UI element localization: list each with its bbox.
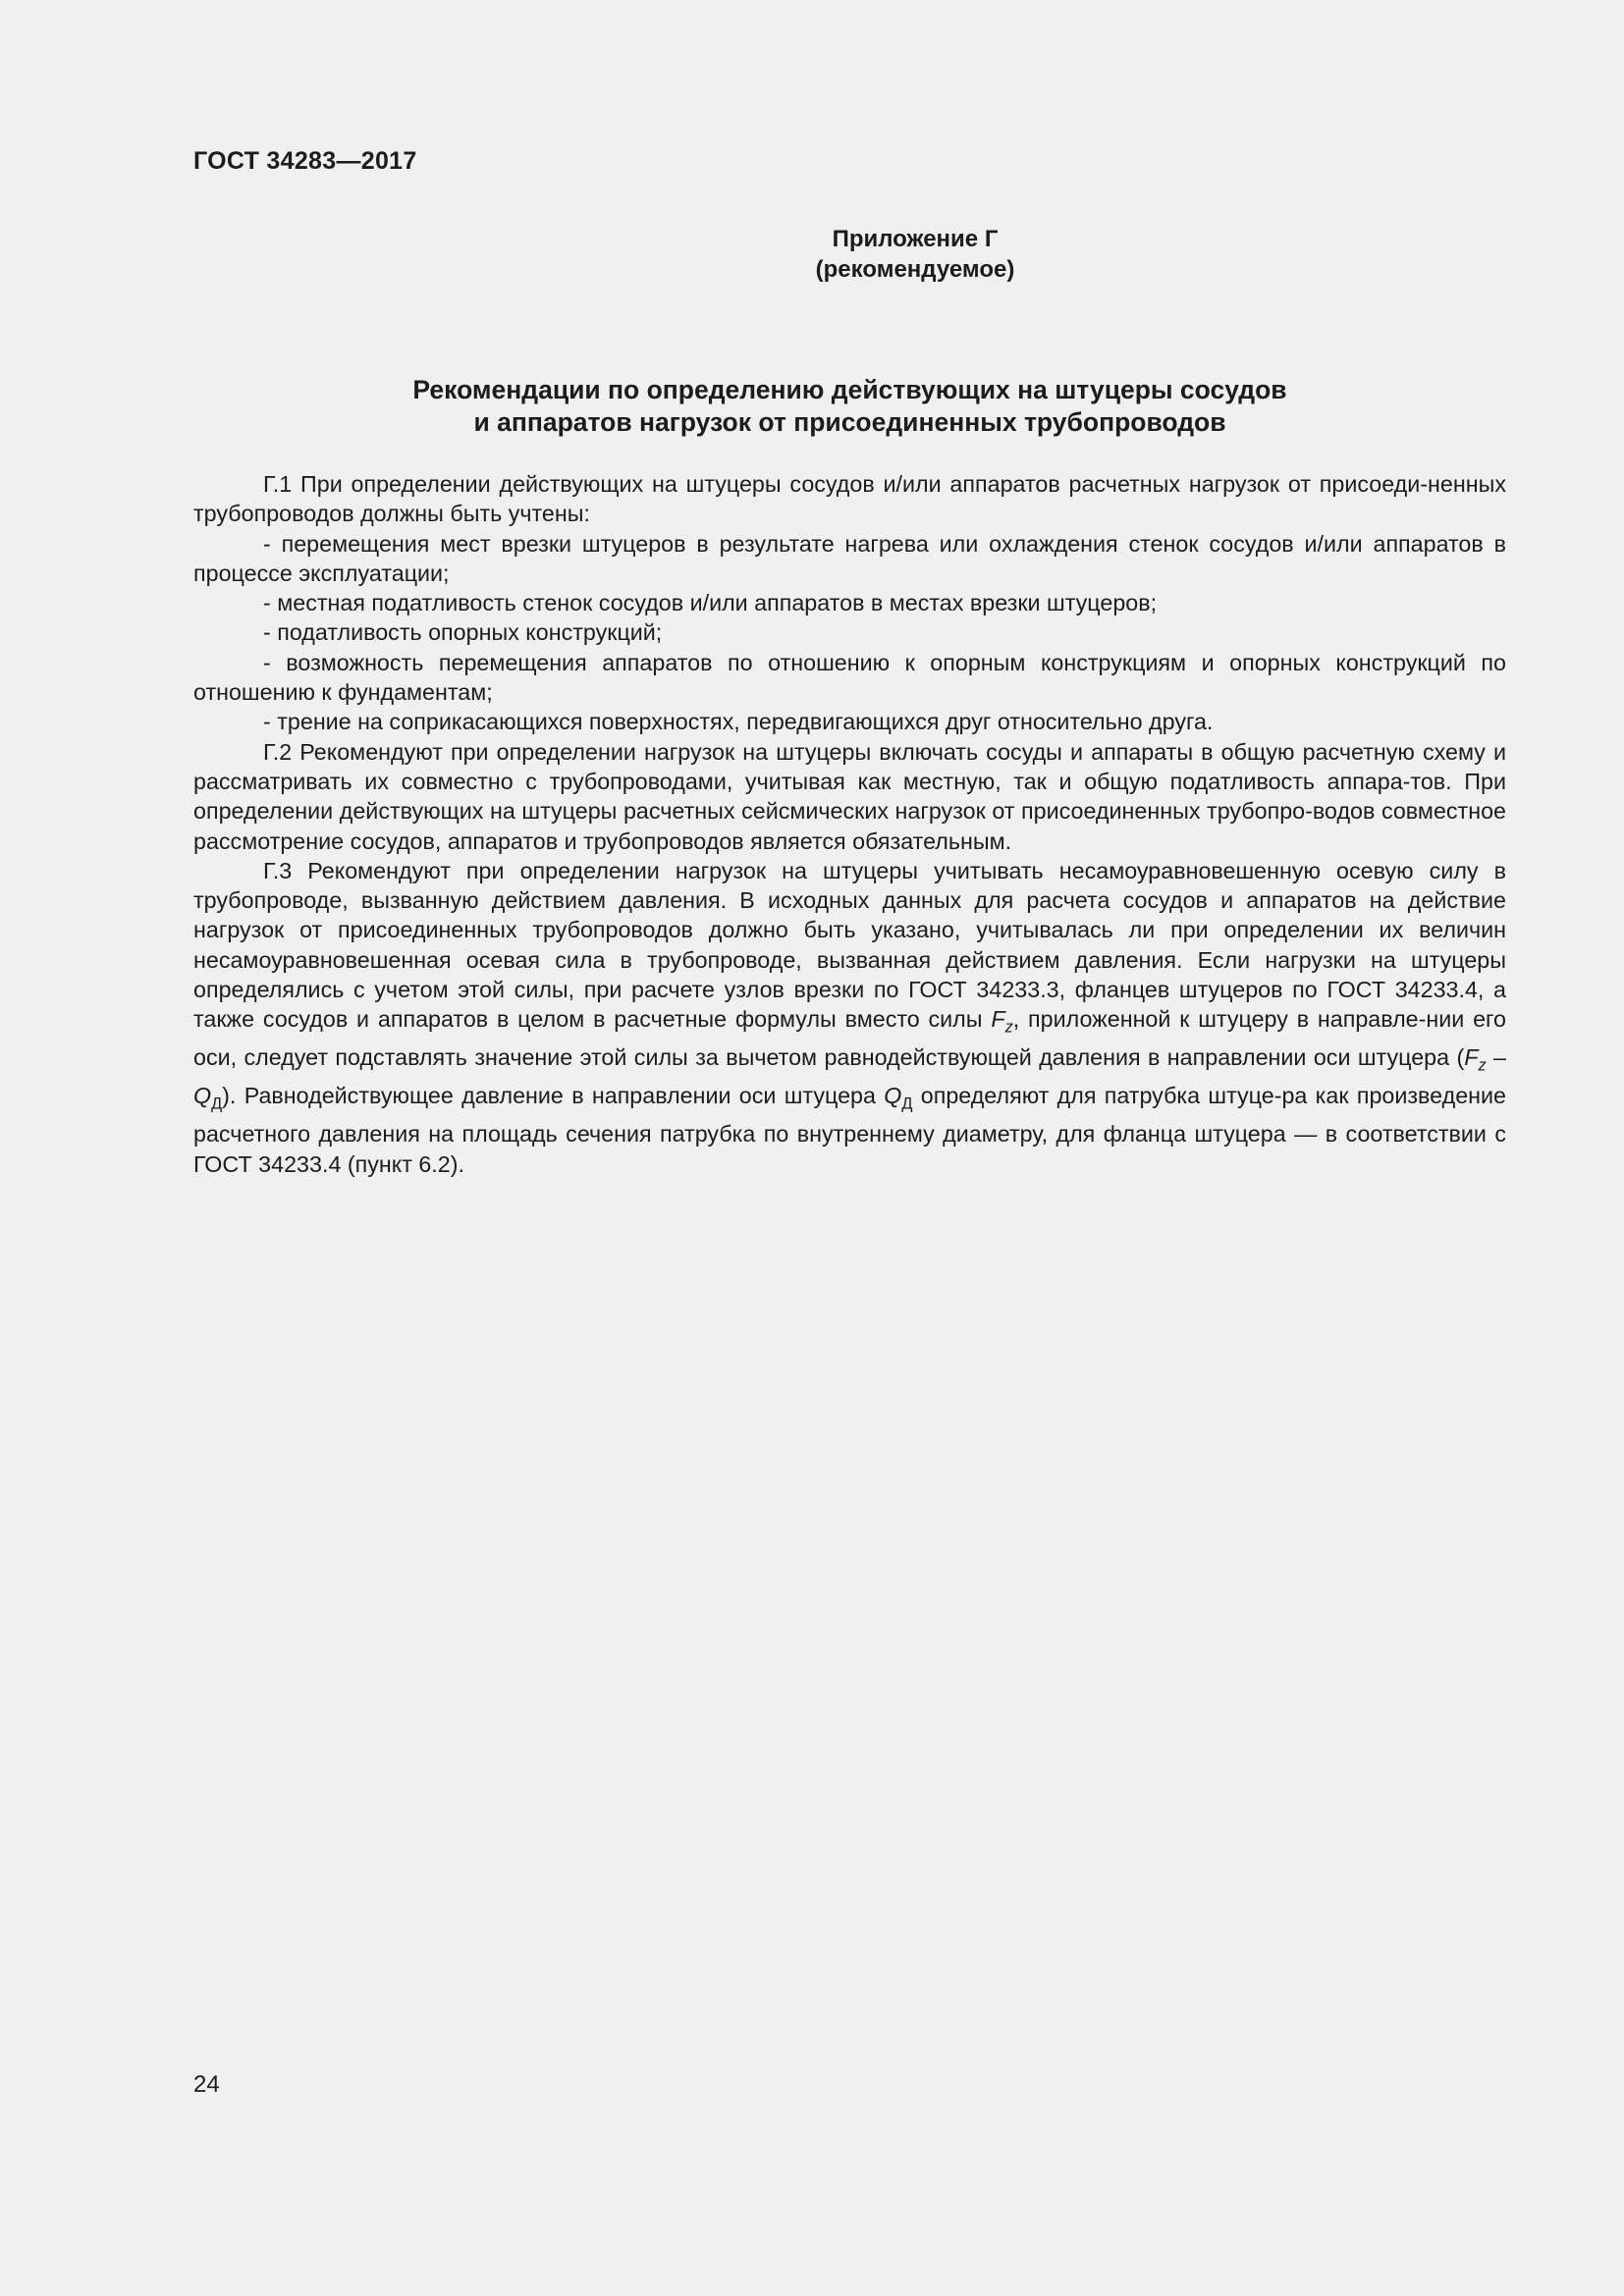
list-item: - трение на соприкасающихся поверхностях, передвигающихся друг относительно друга. xyxy=(263,709,1214,735)
section-title xyxy=(193,374,1506,439)
page-number: 24 xyxy=(193,2071,220,2098)
force-symbol-2: F xyxy=(1464,1044,1479,1071)
section-title-line-1: Рекомендации по определению действующих на штуцеры сосудов xyxy=(412,375,1287,404)
pressure-symbol: Q xyxy=(193,1083,212,1109)
appendix-status: (рекомендуемое) xyxy=(815,256,1015,283)
pressure-subscript: Д xyxy=(211,1095,223,1114)
list-item: - перемещения мест врезки штуцеров в результате нагрева или охлаждения стенок сосудов и/или аппаратов в процессе эксплуатации; xyxy=(193,530,1506,586)
minus-sign: – xyxy=(1486,1044,1506,1071)
paragraph-g3 xyxy=(193,856,1506,1179)
paragraph-g3-text-4: определяют для патрубка штуце-ра как произведение расчетного давления на площадь сечения патрубка по внутреннему диаметру, для фланца штуцера — в соответствии с ГОСТ 34233.4 (пункт 6.2). xyxy=(193,1083,1506,1177)
force-symbol: F xyxy=(991,1006,1005,1033)
force-subscript: z xyxy=(1004,1019,1013,1038)
paragraph-g3-text-1: Г.3 Рекомендуют при определении нагрузок на штуцеры учитывать несамоуравновешенную осевую силу в трубопроводе, вызванную действием давления. В исходных данных для расчета сосудов и аппаратов на действие нагрузок от присоединенных трубопроводов должно быть указано, учитывалась ли при определении их величин несамоуравновешенная осевая сила в трубопроводе, вызванная действием давления. Если нагрузки на штуцеры определялись с учетом этой силы, при расчете узлов врезки по ГОСТ 34233.3, фланцев штуцеров по ГОСТ 34233.4, а также сосудов и аппаратов в целом в расчетные формулы вместо силы xyxy=(193,857,1506,1033)
pressure-symbol-2: Q xyxy=(884,1083,902,1109)
paragraph-g3-text-2: , приложенной к штуцеру в направле-нии его оси, следует подставлять значение этой силы за вычетом равнодействующей давления в направлении оси штуцера ( xyxy=(193,1006,1506,1071)
paragraph-g2: Г.2 Рекомендуют при определении нагрузок на штуцеры включать сосуды и аппараты в общую расчетную схему и рассматривать их совместно с трубопроводами, учитывая как местную, так и общую податливость аппара-тов. При определении действующих на штуцеры расчетных сейсмических нагрузок от присоединенных трубопро-водов совместное рассмотрение сосудов, аппаратов и трубопроводов является обязательным. xyxy=(193,738,1506,854)
appendix-heading xyxy=(0,224,1624,285)
list-item: - местная податливость стенок сосудов и/или аппаратов в местах врезки штуцеров; xyxy=(263,590,1158,616)
list-item: - податливость опорных конструкций; xyxy=(263,619,663,646)
section-title-line-2: и аппаратов нагрузок от присоединенных трубопроводов xyxy=(473,407,1226,437)
list-item: - возможность перемещения аппаратов по отношению к опорным конструкциям и опорных конструкций по отношению к фундаментам; xyxy=(193,649,1506,706)
document-header: ГОСТ 34283—2017 xyxy=(193,147,417,175)
force-subscript-2: z xyxy=(1478,1057,1487,1076)
paragraph-g3-text-3: ). Равнодействующее давление в направлении оси штуцера xyxy=(222,1083,885,1109)
body-text xyxy=(193,469,1506,1179)
pressure-subscript-2: Д xyxy=(901,1095,913,1114)
appendix-title: Приложение Г xyxy=(832,226,999,252)
paragraph-g1-intro: Г.1 При определении действующих на штуцеры сосудов и/или аппаратов расчетных нагрузок от присоеди-ненных трубопроводов должны быть учтены: xyxy=(193,471,1506,527)
